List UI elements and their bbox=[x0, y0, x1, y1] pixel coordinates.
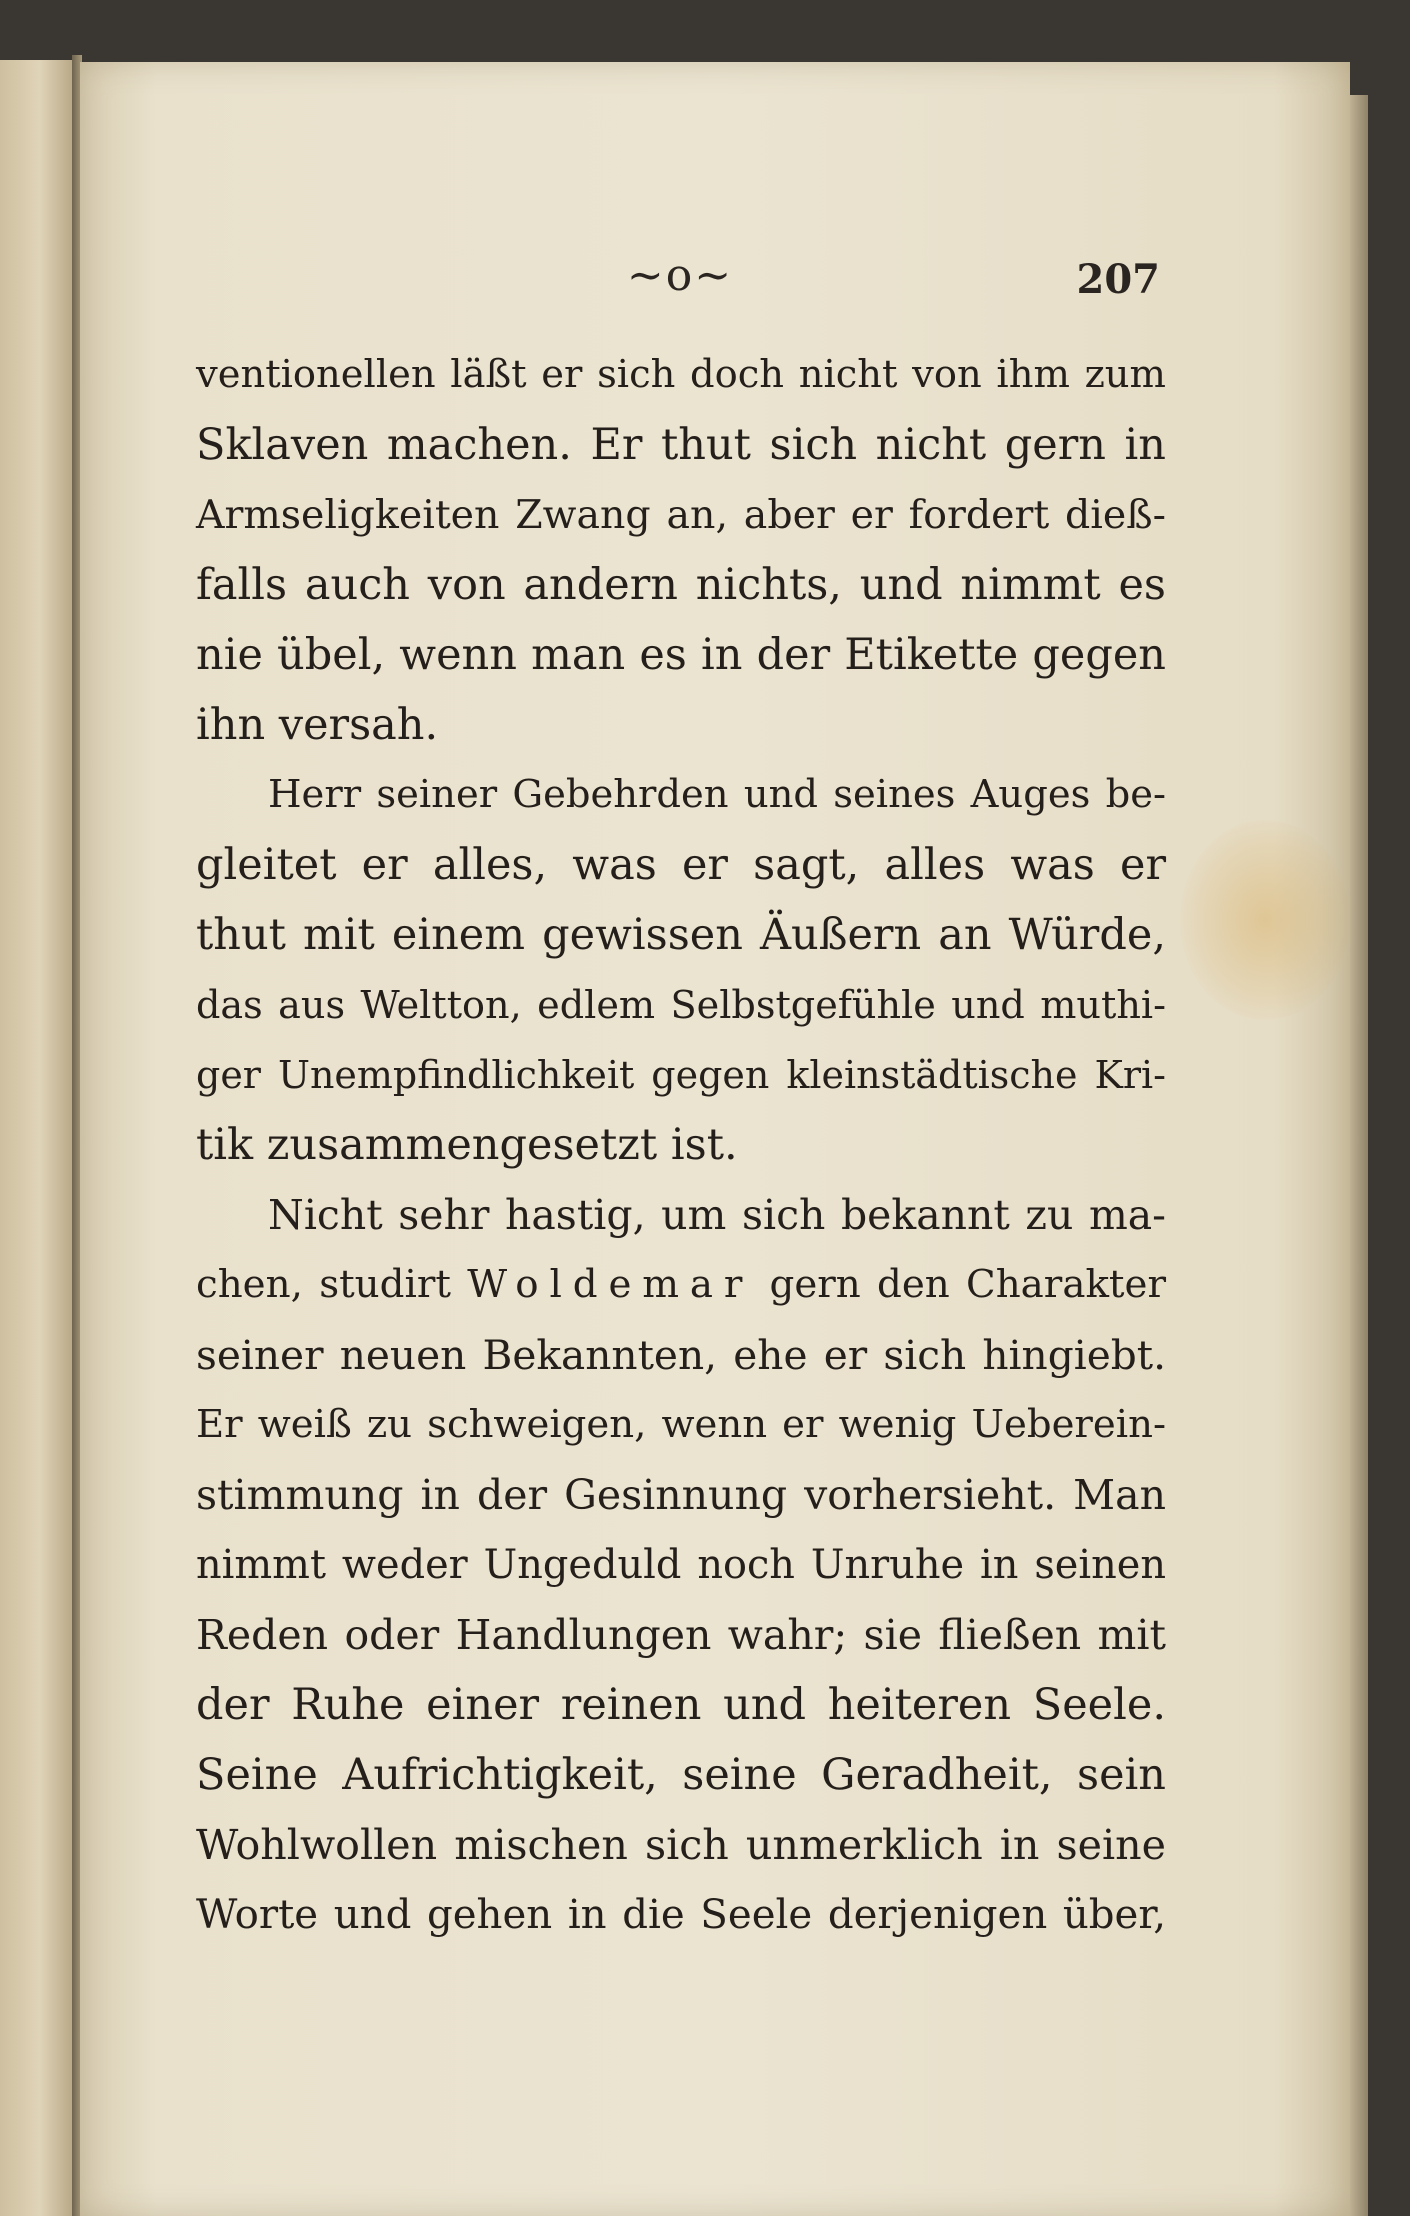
header-ornament: ~o~ bbox=[626, 250, 734, 301]
text-line: nie übel, wenn man es in der Etikette gegen bbox=[196, 630, 1166, 680]
paragraph-2 bbox=[196, 760, 1166, 1180]
text-line: Seine Aufrichtigkeit, seine Geradheit, sein bbox=[196, 1750, 1166, 1800]
page-edge bbox=[1350, 95, 1368, 2216]
text-line: das aus Weltton, edlem Selbstgefühle und muthi- bbox=[196, 983, 1166, 1027]
page-number: 207 bbox=[1076, 256, 1160, 303]
text-line: Armseligkeiten Zwang an, aber er fordert dieß- bbox=[196, 492, 1166, 538]
page-header bbox=[200, 250, 1160, 320]
page-stain bbox=[1180, 820, 1350, 1020]
text-line-with-name bbox=[196, 1250, 1166, 1320]
text-line: ger Unempfindlichkeit gegen kleinstädtische Kri- bbox=[196, 1053, 1166, 1097]
text-segment: chen, studirt bbox=[196, 1262, 468, 1307]
text-line: Nicht sehr hastig, um sich bekannt zu ma- bbox=[268, 1191, 1166, 1239]
text-line: Sklaven machen. Er thut sich nicht gern in bbox=[196, 420, 1166, 470]
text-segment: gern den Charakter bbox=[753, 1262, 1166, 1307]
text-line: falls auch von andern nichts, und nimmt es bbox=[196, 560, 1166, 610]
text-line: Wohlwollen mischen sich unmerklich in seine bbox=[196, 1821, 1166, 1869]
text-line: stimmung in der Gesinnung vorhersieht. Man bbox=[196, 1471, 1166, 1519]
text-line: tik zusammengesetzt ist. bbox=[196, 1120, 738, 1170]
left-page-edge bbox=[0, 60, 72, 2216]
text-line: ventionellen läßt er sich doch nicht von ihm zum bbox=[196, 352, 1166, 397]
text-line: seiner neuen Bekannten, ehe er sich hingiebt. bbox=[196, 1331, 1166, 1379]
character-name: Woldemar bbox=[467, 1262, 754, 1307]
text-line: Worte und gehen in die Seele derjenigen über, bbox=[196, 1892, 1166, 1938]
paragraph-3 bbox=[196, 1180, 1166, 1950]
text-line: ihn versah. bbox=[196, 700, 439, 750]
body-text bbox=[196, 340, 1166, 1950]
text-line: nimmt weder Ungeduld noch Unruhe in seinen bbox=[196, 1542, 1166, 1588]
text-line: thut mit einem gewissen Äußern an Würde, bbox=[196, 910, 1166, 960]
text-line: gleitet er alles, was er sagt, alles was er bbox=[196, 840, 1166, 890]
text-line: der Ruhe einer reinen und heiteren Seele. bbox=[196, 1680, 1166, 1730]
text-line: Herr seiner Gebehrden und seines Auges be- bbox=[268, 772, 1166, 817]
paragraph-1 bbox=[196, 340, 1166, 760]
text-line: Reden oder Handlungen wahr; sie fließen mit bbox=[196, 1611, 1166, 1659]
text-line: Er weiß zu schweigen, wenn er wenig Ueberein- bbox=[196, 1402, 1166, 1447]
